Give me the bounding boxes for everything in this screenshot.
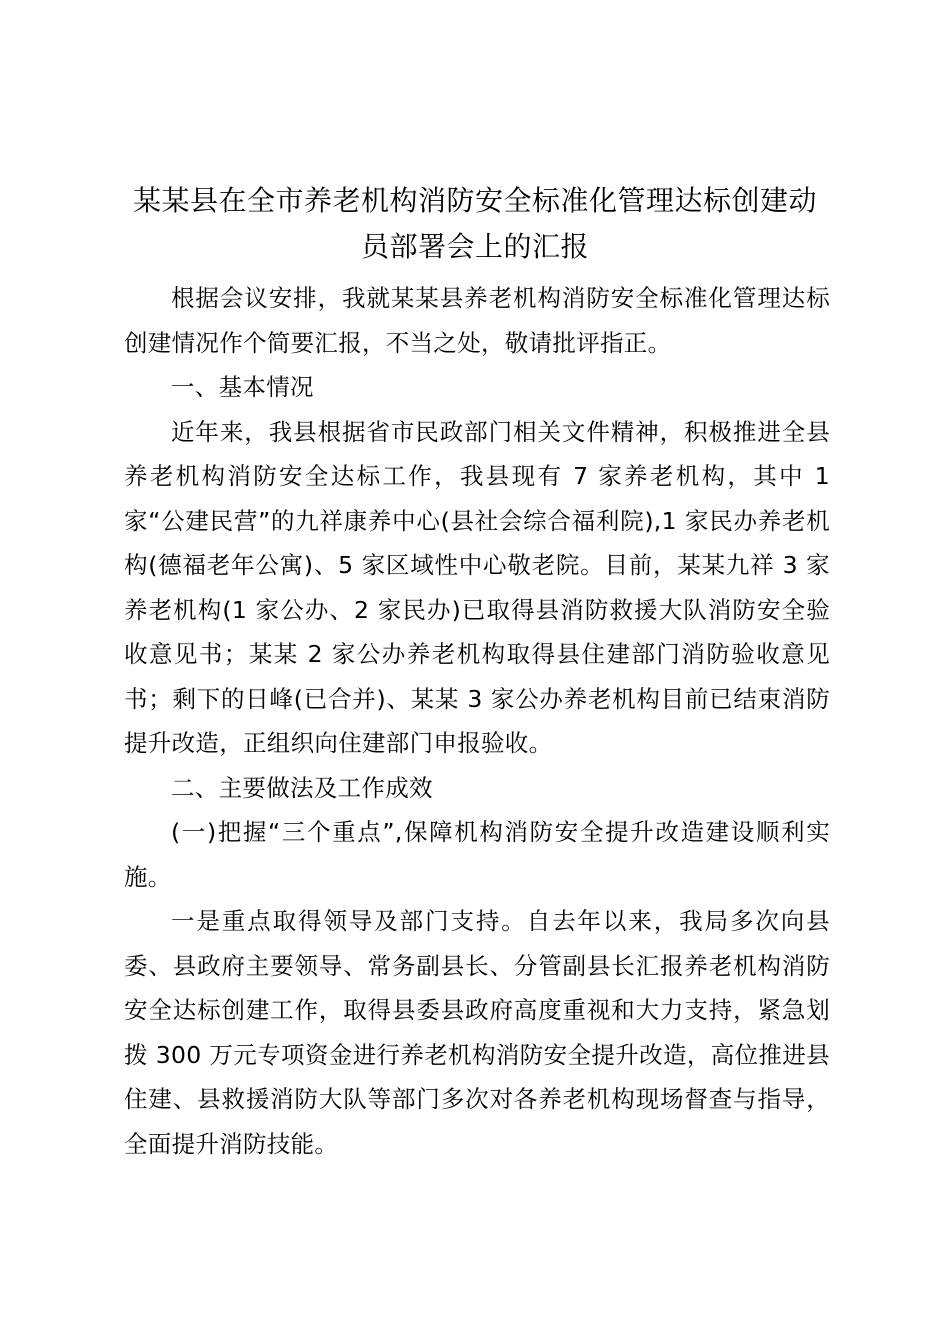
document-body: [124, 276, 830, 1166]
title-line-1: 某某县在全市养老机构消防安全标准化管理达标创建动: [132, 184, 817, 217]
subsection-heading-three-focuses: (一)把握“三个重点”,保障机构消防安全提升改造建设顺利实施。: [124, 818, 830, 891]
section-heading-basic-situation: 一、基本情况: [171, 373, 314, 401]
intro-paragraph: 根据会议安排，我就某某县养老机构消防安全标准化管理达标创建情况作个简要汇报，不当之处，敬请批评指正。: [124, 284, 830, 357]
basic-situation-paragraph: 近年来，我县根据省市民政部门相关文件精神，积极推进全县养老机构消防安全达标工作，我县现有 7 家养老机构，其中 1 家“公建民营”的九祥康养中心(县社会综合福利院),1 家民办养老机构(德福老年公寓)、5 家区域性中心敬老院。目前，某某九祥 3 家养老机构(1 家公办、2 家民办)已取得县消防救援大队消防安全验收意见书；某某 2 家公办养老机构取得县住建部门消防验收意见书；剩下的日峰(已合并)、某某 3 家公办养老机构目前已结束消防提升改造，正组织向住建部门申报验收。: [124, 417, 830, 757]
section-heading-main-practices: 二、主要做法及工作成效: [171, 773, 433, 802]
document-title: [120, 178, 830, 270]
leadership-support-paragraph: 一是重点取得领导及部门支持。自去年以来，我局多次向县委、县政府主要领导、常务副县长、分管副县长汇报养老机构消防安全达标创建工作，取得县委县政府高度重视和大力支持，紧急划拨 300 万元专项资金进行养老机构消防安全提升改造，高位推进县住建、县救援消防大队等部门多次对各养老机构现场督查与指导，全面提升消防技能。: [124, 907, 830, 1158]
title-line-2: 员部署会上的汇报: [360, 230, 589, 263]
